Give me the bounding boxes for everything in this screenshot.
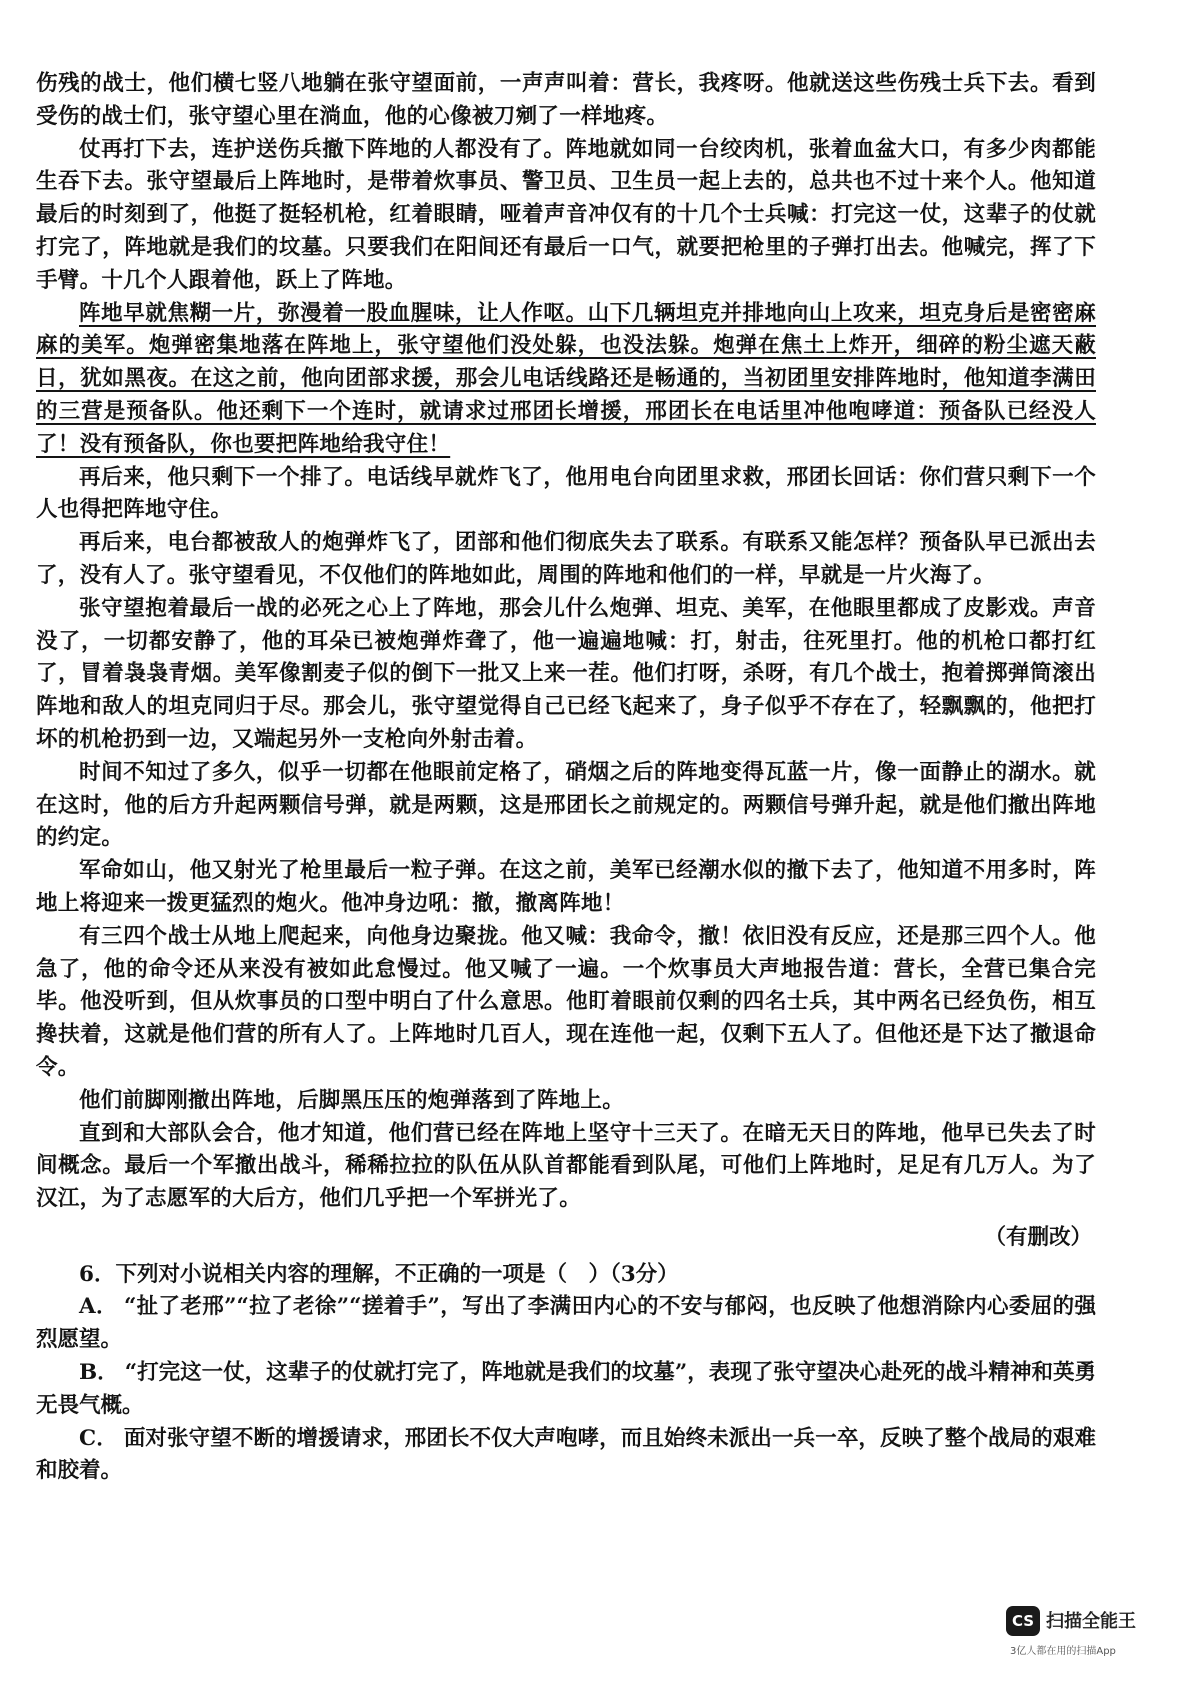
story-paragraph-7: 时间不知过了多久，似乎一切都在他眼前定格了，硝烟之后的阵地变得瓦蓝一片，像一面静止的湖水。就在这时，他的后方升起两颗信号弹，就是两颗，这是邢团长之前规定的。两颗信号弹升起，就是他们撤出阵地的约定。 bbox=[36, 759, 1096, 851]
option-b-text: “打完这一仗，这辈子的仗就打完了，阵地就是我们的坟墓”，表现了张守望决心赴死的战斗精神和英勇无畏气概。 bbox=[36, 1360, 1096, 1418]
scanner-watermark bbox=[1006, 1604, 1152, 1662]
option-c-text: 面对张守望不断的增援请求，邢团长不仅大声咆哮，而且始终未派出一兵一卒，反映了整个战局的艰难和胶着。 bbox=[36, 1425, 1096, 1484]
source-note: （有删改） bbox=[984, 1224, 1092, 1250]
underlined-text: 阵地早就焦糊一片，弥漫着一股血腥味，让人作呕。山下几辆坦克并排地向山上攻来，坦克身后是密密麻麻的美军。炮弹密集地落在阵地上，张守望他们没处躲，也没法躲。炮弹在焦土上炸开，细碎的粉尘遮天蔽日，犹如黑夜。在这之前，他向团部求援，那会儿电话线路还是畅通的，当初团里安排阵地时，他知道李满田的三营是预备队。他还剩下一个连时，就请求过邢团长增援，邢团长在电话里冲他咆哮道：预备队已经没人了！没有预备队，你也要把阵地给我守住！ bbox=[36, 300, 1096, 457]
document-page bbox=[36, 68, 1096, 1488]
watermark-app-name: 扫描全能王 bbox=[1046, 1611, 1136, 1632]
story-paragraph-3-underlined bbox=[36, 298, 1096, 462]
option-a bbox=[36, 1291, 1096, 1357]
story-paragraph-9: 有三四个战士从地上爬起来，向他身边聚拢。他又喊：我命令，撤！依旧没有反应，还是那三四个人。他急了，他的命令还从来没有被如此怠慢过。他又喊了一遍。一个炊事员大声地报告道：营长，全营已集合完毕。他没听到，但从炊事员的口型中明白了什么意思。他盯着眼前仅剩的四名士兵，其中两名已经负伤，相互搀扶着，这就是他们营的所有人了。上阵地时几百人，现在连他一起，仅剩下五人了。但他还是下达了撤退命令。 bbox=[36, 923, 1096, 1080]
story-paragraph-11: 直到和大部队会合，他才知道，他们营已经在阵地上坚守十三天了。在暗无天日的阵地，他早已失去了时间概念。最后一个军撤出战斗，稀稀拉拉的队伍从队首都能看到队尾，可他们上阵地时，足足有几万人。为了汉江，为了志愿军的大后方，他们几乎把一个军拼光了。 bbox=[36, 1120, 1096, 1212]
option-a-text: “扯了老邢”“拉了老徐”“搓着手”，写出了李满田内心的不安与郁闷，也反映了他想消除内心委屈的强烈愿望。 bbox=[36, 1294, 1096, 1353]
story-paragraph-5: 再后来，电台都被敌人的炮弹炸飞了，团部和他们彻底失去了联系。有联系又能怎样？预备队早已派出去了，没有人了。张守望看见，不仅他们的阵地如此，周围的阵地和他们的一样，早就是一片火海了。 bbox=[36, 530, 1096, 588]
option-c bbox=[36, 1423, 1096, 1489]
camscanner-logo-icon: CS bbox=[1006, 1606, 1040, 1636]
option-b bbox=[36, 1357, 1096, 1423]
story-paragraph-4: 再后来，他只剩下一个排了。电话线早就炸飞了，他用电台向团里求救，邢团长回话：你们营只剩下一个人也得把阵地守住。 bbox=[36, 464, 1096, 523]
story-paragraph-10: 他们前脚刚撤出阵地，后脚黑压压的炮弹落到了阵地上。 bbox=[79, 1087, 625, 1113]
story-paragraph-2: 仗再打下去，连护送伤兵撤下阵地的人都没有了。阵地就如同一台绞肉机，张着血盆大口，有多少肉都能生吞下去。张守望最后上阵地时，是带着炊事员、警卫员、卫生员一起上去的，总共也不过十来个人。他知道最后的时刻到了，他挺了挺轻机枪，红着眼睛，哑着声音冲仅有的十几个士兵喊：打完这一仗，这辈子的仗就打完了，阵地就是我们的坟墓。只要我们在阳间还有最后一口气，就要把枪里的子弹打出去。他喊完，挥了下手臂。十几个人跟着他，跃上了阵地。 bbox=[36, 136, 1096, 293]
option-a-letter: A． bbox=[79, 1294, 118, 1320]
story-paragraph-1: 伤残的战士，他们横七竖八地躺在张守望面前，一声声叫着：营长，我疼呀。他就送这些伤残士兵下去。看到受伤的战士们，张守望心里在淌血，他的心像被刀剜了一样地疼。 bbox=[36, 71, 1096, 129]
option-c-letter: C． bbox=[79, 1425, 118, 1451]
story-paragraph-6: 张守望抱着最后一战的必死之心上了阵地，那会儿什么炮弹、坦克、美军，在他眼里都成了皮影戏。声音没了，一切都安静了，他的耳朵已被炮弹炸聋了，他一遍遍地喊：打，射击，往死里打。他的机枪口都打红了，冒着袅袅青烟。美军像割麦子似的倒下一批又上来一茬。他们打呀，杀呀，有几个战士，抱着掷弹筒滚出阵地和敌人的坦克同归于尽。那会儿，张守望觉得自己已经飞起来了，身子似乎不存在了，轻飘飘的，他把打坏的机枪扔到一边，又端起另外一支枪向外射击着。 bbox=[36, 595, 1096, 752]
story-paragraph-8: 军命如山，他又射光了枪里最后一粒子弹。在这之前，美军已经潮水似的撤下去了，他知道不用多时，阵地上将迎来一拨更猛烈的炮火。他冲身边吼：撤，撤离阵地！ bbox=[36, 858, 1096, 916]
watermark-tagline: 3亿人都在用的扫描App bbox=[1010, 1646, 1116, 1657]
question-6-stem: 6．下列对小说相关内容的理解，不正确的一项是（ ）（3分） bbox=[79, 1261, 679, 1287]
option-b-letter: B． bbox=[79, 1360, 119, 1386]
